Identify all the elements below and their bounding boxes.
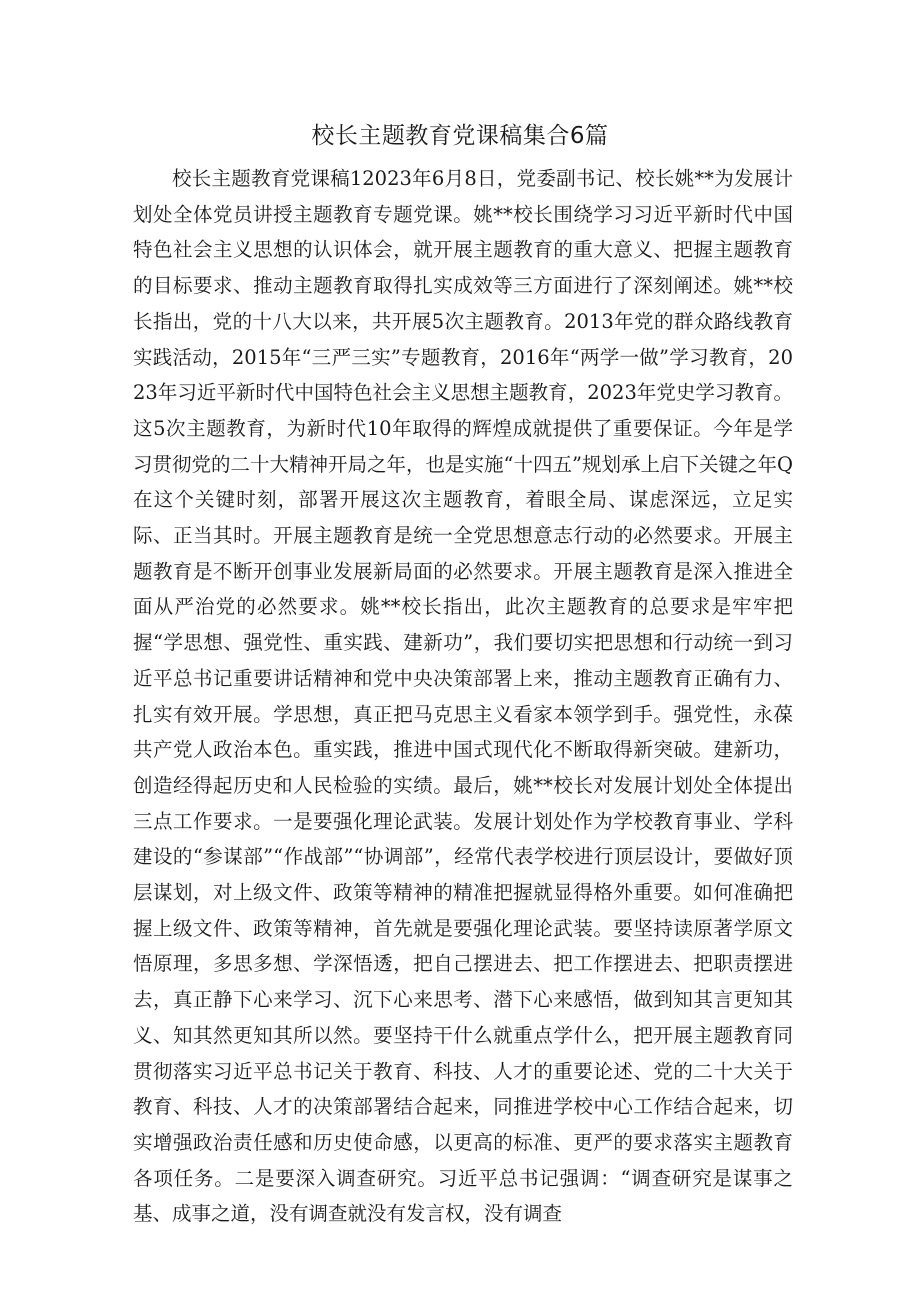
document-title: 校长主题教育党课稿集合6篇	[311, 123, 609, 149]
body-paragraph: 校长主题教育党课稿12023年6月8日，党委副书记、校长姚**为发展计划处全体党员讲授主题教育专题党课。姚**校长围绕学习习近平新时代中国特色社会主义思想的认识体会，就开展主题教育的重大意义、把握主题教育的目标要求、推动主题教育取得扎实成效等三方面进行了深刻阐述。姚**校长指出，党的十八大以来，共开展5次主题教育。2013年党的群众路线教育实践活动，2015年“三严三实”专题教育，2016年“两学一做”学习教育，2023年习近平新时代中国特色社会主义思想主题教育，2023年党史学习教育。这5次主题教育，为新时代10年取得的辉煌成就提供了重要保证。今年是学习贯彻党的二十大精神开局之年，也是实施“十四五”规划承上启下关键之年Q在这个关键时刻，部署开展这次主题教育，着眼全局、谋虑深远，立足实际、正当其时。开展主题教育是统一全党思想意志行动的必然要求。开展主题教育是不断开创事业发展新局面的必然要求。开展主题教育是深入推进全面从严治党的必然要求。姚**校长指出，此次主题教育的总要求是牢牢把握“学思想、强党性、重实践、建新功”，我们要切实把思想和行动统一到习近平总书记重要讲话精神和党中央决策部署上来，推动主题教育正确有力、扎实有效开展。学思想，真正把马克思主义看家本领学到手。强党性，永葆共产党人政治本色。重实践，推进中国式现代化不断取得新突破。建新功，创造经得起历史和人民检验的实绩。最后，姚**校长对发展计划处全体提出三点工作要求。一是要强化理论武装。发展计划处作为学校教育事业、学科建设的“参谋部”“作战部”“协调部”，经常代表学校进行顶层设计，要做好顶层谋划，对上级文件、政策等精神的精准把握就显得格外重要。如何准确把握上级文件、政策等精神，首先就是要强化理论武装。要坚持读原著学原文悟原理，多思多想、学深悟透，把自己摆进去、把工作摆进去、把职责摆进去，真正静下心来学习、沉下心来思考、潜下心来感悟，做到知其言更知其义、知其然更知其所以然。要坚持干什么就重点学什么，把开展主题教育同贯彻落实习近平总书记关于教育、科技、人才的重要论述、党的二十大关于教育、科技、人才的决策部署结合起来，同推进学校中心工作结合起来，切实增强政治责任感和历史使命感，以更高的标准、更严的要求落实主题教育各项任务。二是要深入调查研究。习近平总书记强调：“调查研究是谋事之基、成事之道，没有调查就没有发言权，没有调查	[133, 167, 793, 1226]
